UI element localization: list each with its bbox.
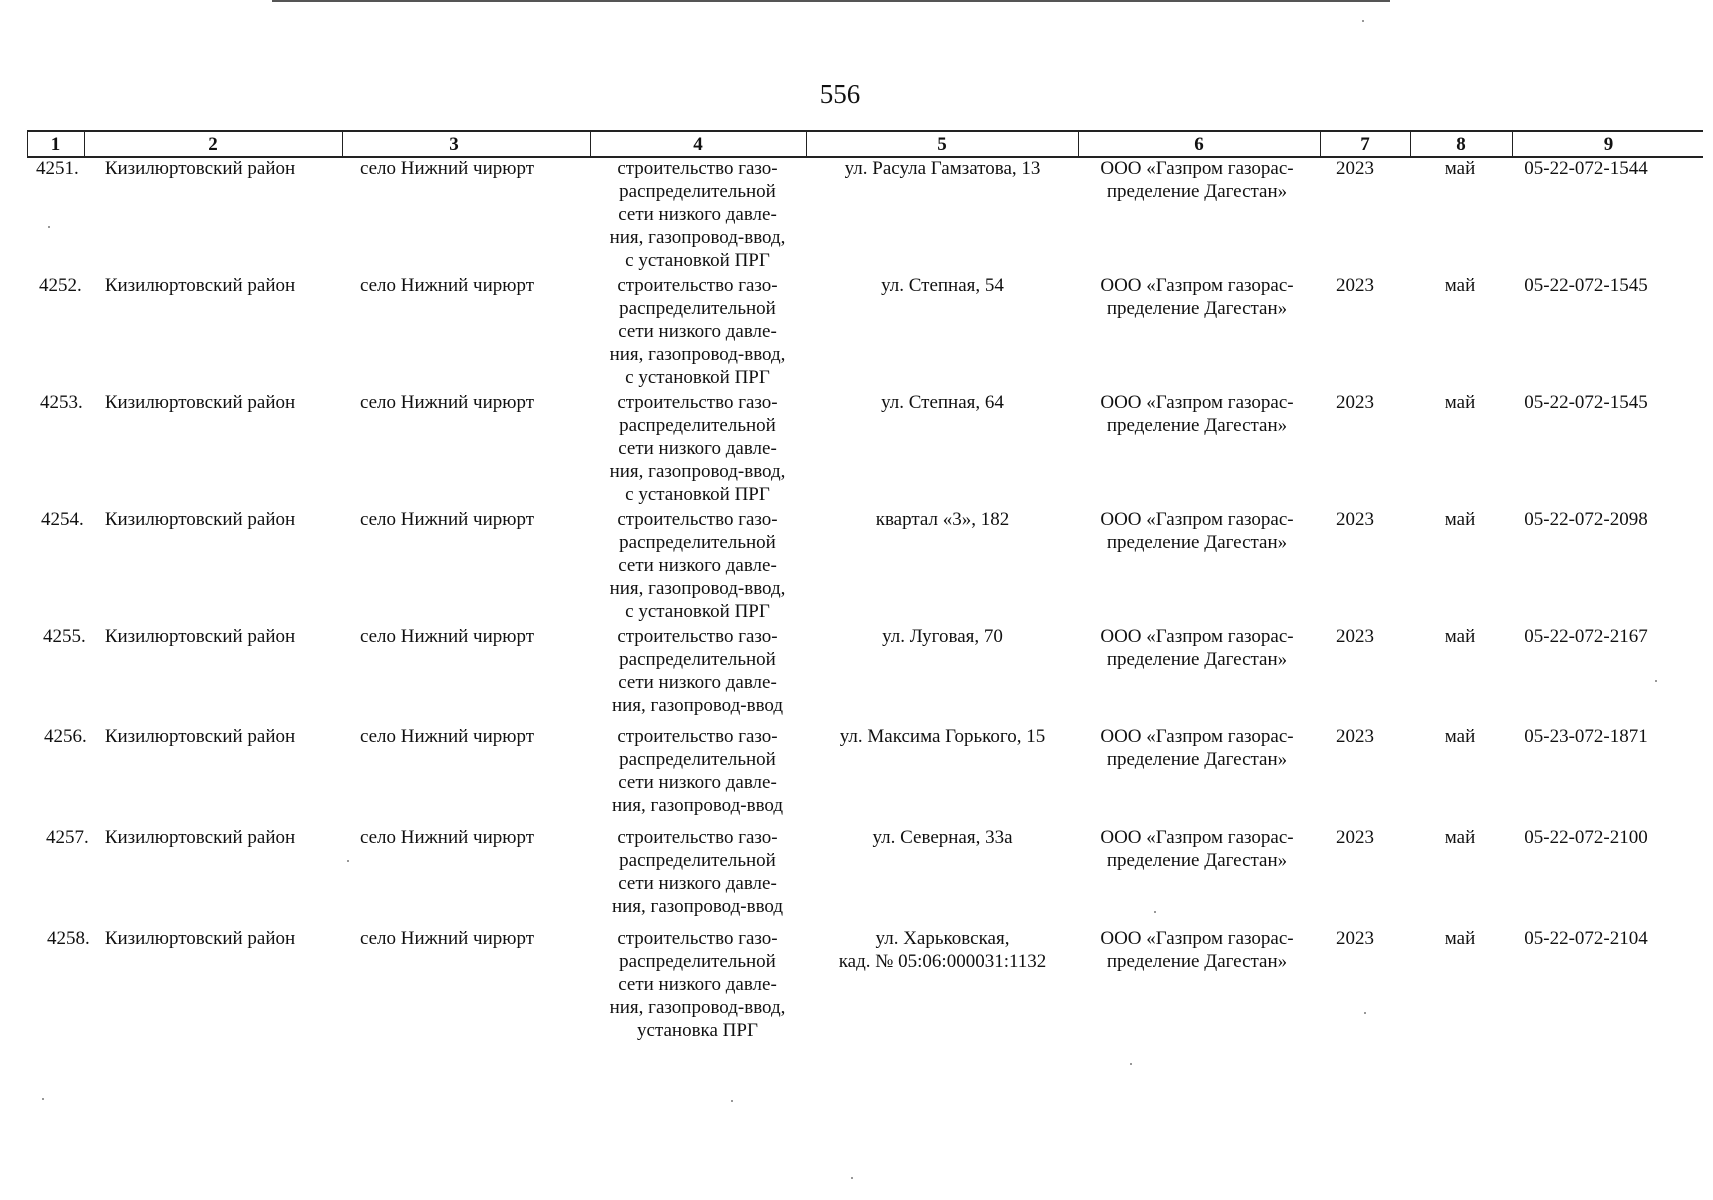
address-line: ул. Харьковская,	[875, 928, 1010, 949]
scan-speck	[731, 1100, 733, 1102]
organization-cell	[1072, 927, 1322, 973]
row-number: 4256.	[44, 726, 87, 747]
work-description-line: распределительной	[619, 298, 776, 319]
district-cell: Кизилюртовский район	[104, 275, 296, 296]
address-cell	[805, 157, 1080, 180]
work-description-line: строительство газо-	[617, 509, 778, 530]
work-description-line: установка ПРГ	[637, 1020, 758, 1041]
work-description-line: сети низкого давле-	[618, 204, 777, 225]
organization-line: ООО «Газпром газорас-	[1100, 275, 1294, 296]
month-cell: май	[1444, 626, 1476, 647]
work-description-line: строительство газо-	[617, 158, 778, 179]
row-number: 4258.	[47, 928, 90, 949]
scan-speck	[42, 1098, 44, 1100]
row-number: 4254.	[41, 509, 84, 530]
scan-speck	[1655, 680, 1657, 682]
object-code-cell: 05-22-072-1544	[1524, 158, 1648, 179]
work-description-line: с установкой ПРГ	[625, 601, 770, 622]
settlement-cell: село Нижний чирюрт	[359, 928, 535, 949]
object-code-cell: 05-22-072-2167	[1524, 626, 1648, 647]
organization-line: пределение Дагестан»	[1106, 749, 1288, 770]
row-number: 4255.	[43, 626, 86, 647]
organization-line: ООО «Газпром газорас-	[1100, 827, 1294, 848]
month-cell: май	[1444, 158, 1476, 179]
page-number: 556	[819, 79, 861, 109]
object-code-cell: 05-22-072-2098	[1524, 509, 1648, 530]
organization-line: ООО «Газпром газорас-	[1100, 626, 1294, 647]
work-description-line: сети низкого давле-	[618, 438, 777, 459]
organization-line: пределение Дагестан»	[1106, 181, 1288, 202]
work-description-cell	[575, 157, 820, 272]
work-description-line: распределительной	[619, 532, 776, 553]
work-description-line: с установкой ПРГ	[625, 484, 770, 505]
organization-cell	[1072, 274, 1322, 320]
organization-line: пределение Дагестан»	[1106, 649, 1288, 670]
scan-speck	[1154, 911, 1156, 913]
row-number: 4252.	[39, 275, 82, 296]
organization-line: пределение Дагестан»	[1106, 532, 1288, 553]
header-col-3: 3	[342, 132, 565, 156]
settlement-cell: село Нижний чирюрт	[359, 509, 535, 530]
header-col-8: 8	[1410, 132, 1511, 156]
year-cell: 2023	[1336, 275, 1374, 296]
organization-cell	[1072, 826, 1322, 872]
object-code-cell: 05-22-072-2104	[1524, 928, 1648, 949]
settlement-cell: село Нижний чирюрт	[359, 726, 535, 747]
month-cell: май	[1444, 275, 1476, 296]
address-cell	[805, 274, 1080, 297]
work-description-line: ния, газопровод-ввод,	[609, 997, 786, 1018]
work-description-cell	[575, 725, 820, 817]
organization-cell	[1072, 157, 1322, 203]
work-description-line: ния, газопровод-ввод	[611, 695, 784, 716]
address-line: ул. Луговая, 70	[882, 626, 1003, 647]
work-description-line: ния, газопровод-ввод,	[609, 227, 786, 248]
work-description-line: ния, газопровод-ввод	[611, 896, 784, 917]
district-cell: Кизилюртовский район	[104, 928, 296, 949]
address-cell	[805, 725, 1080, 748]
month-cell: май	[1444, 726, 1476, 747]
organization-cell	[1072, 391, 1322, 437]
work-description-line: ния, газопровод-ввод,	[609, 344, 786, 365]
organization-line: ООО «Газпром газорас-	[1100, 392, 1294, 413]
work-description-line: сети низкого давле-	[618, 974, 777, 995]
address-line: ул. Расула Гамзатова, 13	[844, 158, 1041, 179]
organization-line: ООО «Газпром газорас-	[1100, 509, 1294, 530]
address-line: квартал «3», 182	[875, 509, 1010, 530]
year-cell: 2023	[1336, 158, 1374, 179]
work-description-line: строительство газо-	[617, 626, 778, 647]
row-number: 4251.	[36, 158, 79, 179]
work-description-line: сети низкого давле-	[618, 555, 777, 576]
header-col-7: 7	[1320, 132, 1409, 156]
work-description-line: сети низкого давле-	[618, 321, 777, 342]
district-cell: Кизилюртовский район	[104, 509, 296, 530]
object-code-cell: 05-22-072-1545	[1524, 275, 1648, 296]
settlement-cell: село Нижний чирюрт	[359, 392, 535, 413]
work-description-line: ния, газопровод-ввод,	[609, 578, 786, 599]
work-description-line: ния, газопровод-ввод,	[609, 461, 786, 482]
district-cell: Кизилюртовский район	[104, 158, 296, 179]
header-col-5: 5	[806, 132, 1077, 156]
address-cell	[805, 625, 1080, 648]
header-col-9: 9	[1512, 132, 1704, 156]
top-scan-rule	[272, 0, 1390, 2]
work-description-line: распределительной	[619, 850, 776, 871]
district-cell: Кизилюртовский район	[104, 392, 296, 413]
work-description-line: распределительной	[619, 649, 776, 670]
scan-speck	[1130, 1063, 1132, 1065]
table-header-row	[27, 130, 1703, 158]
organization-line: пределение Дагестан»	[1106, 415, 1288, 436]
district-cell: Кизилюртовский район	[104, 827, 296, 848]
organization-cell	[1072, 625, 1322, 671]
work-description-line: сети низкого давле-	[618, 672, 777, 693]
year-cell: 2023	[1336, 928, 1374, 949]
month-cell: май	[1444, 509, 1476, 530]
scan-speck	[1364, 1012, 1366, 1014]
scan-speck	[48, 226, 50, 228]
organization-line: ООО «Газпром газорас-	[1100, 726, 1294, 747]
work-description-cell	[575, 391, 820, 506]
work-description-cell	[575, 625, 820, 717]
organization-line: пределение Дагестан»	[1106, 298, 1288, 319]
organization-cell	[1072, 508, 1322, 554]
work-description-line: строительство газо-	[617, 275, 778, 296]
object-code-cell: 05-23-072-1871	[1524, 726, 1648, 747]
object-code-cell: 05-22-072-1545	[1524, 392, 1648, 413]
work-description-cell	[575, 274, 820, 389]
header-col-2: 2	[84, 132, 341, 156]
work-description-line: сети низкого давле-	[618, 873, 777, 894]
district-cell: Кизилюртовский район	[104, 726, 296, 747]
month-cell: май	[1444, 928, 1476, 949]
work-description-line: распределительной	[619, 951, 776, 972]
organization-line: ООО «Газпром газорас-	[1100, 928, 1294, 949]
year-cell: 2023	[1336, 509, 1374, 530]
work-description-line: строительство газо-	[617, 928, 778, 949]
work-description-line: сети низкого давле-	[618, 772, 777, 793]
address-line: кад. № 05:06:000031:1132	[838, 951, 1047, 972]
year-cell: 2023	[1336, 726, 1374, 747]
work-description-line: распределительной	[619, 415, 776, 436]
settlement-cell: село Нижний чирюрт	[359, 626, 535, 647]
address-cell	[805, 826, 1080, 849]
object-code-cell: 05-22-072-2100	[1524, 827, 1648, 848]
header-col-1: 1	[27, 132, 83, 156]
work-description-line: распределительной	[619, 181, 776, 202]
row-number: 4253.	[40, 392, 83, 413]
organization-cell	[1072, 725, 1322, 771]
settlement-cell: село Нижний чирюрт	[359, 275, 535, 296]
header-col-4: 4	[590, 132, 805, 156]
organization-line: пределение Дагестан»	[1106, 951, 1288, 972]
work-description-line: строительство газо-	[617, 726, 778, 747]
year-cell: 2023	[1336, 827, 1374, 848]
work-description-line: с установкой ПРГ	[625, 250, 770, 271]
organization-line: ООО «Газпром газорас-	[1100, 158, 1294, 179]
year-cell: 2023	[1336, 626, 1374, 647]
address-cell	[805, 927, 1080, 973]
year-cell: 2023	[1336, 392, 1374, 413]
settlement-cell: село Нижний чирюрт	[359, 158, 535, 179]
work-description-line: ния, газопровод-ввод	[611, 795, 784, 816]
address-line: ул. Северная, 33а	[872, 827, 1013, 848]
work-description-cell	[575, 508, 820, 623]
address-cell	[805, 391, 1080, 414]
work-description-line: строительство газо-	[617, 392, 778, 413]
month-cell: май	[1444, 827, 1476, 848]
address-line: ул. Максима Горького, 15	[839, 726, 1046, 747]
address-line: ул. Степная, 64	[881, 392, 1004, 413]
work-description-line: распределительной	[619, 749, 776, 770]
settlement-cell: село Нижний чирюрт	[359, 827, 535, 848]
address-line: ул. Степная, 54	[881, 275, 1004, 296]
organization-line: пределение Дагестан»	[1106, 850, 1288, 871]
gas-network-table	[27, 130, 1703, 158]
month-cell: май	[1444, 392, 1476, 413]
scan-speck	[1362, 20, 1364, 22]
scan-speck	[851, 1177, 853, 1179]
address-cell	[805, 508, 1080, 531]
work-description-line: с установкой ПРГ	[625, 367, 770, 388]
work-description-line: строительство газо-	[617, 827, 778, 848]
work-description-cell	[575, 826, 820, 918]
scan-speck	[347, 860, 349, 862]
row-number: 4257.	[46, 827, 89, 848]
work-description-cell	[575, 927, 820, 1042]
district-cell: Кизилюртовский район	[104, 626, 296, 647]
header-col-6: 6	[1078, 132, 1319, 156]
